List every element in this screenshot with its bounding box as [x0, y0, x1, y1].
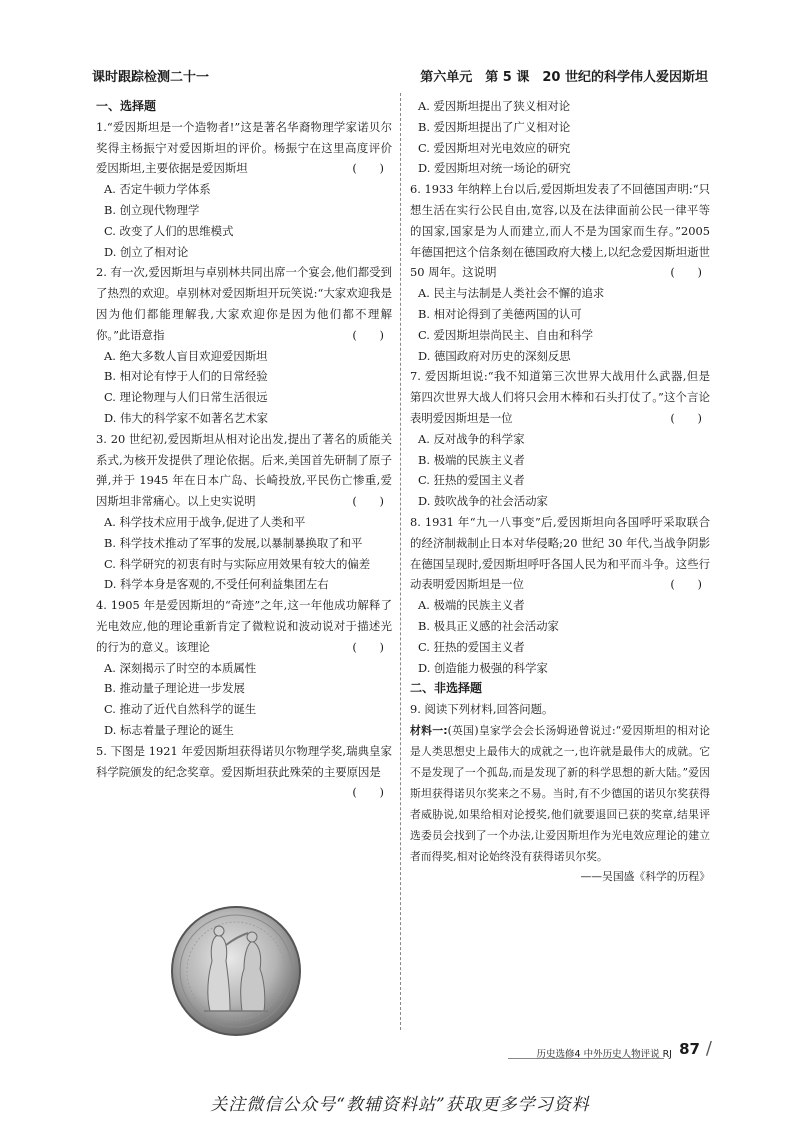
question-2 — [96, 262, 392, 428]
answer-blank: ( ) — [352, 494, 384, 509]
material-text: (英国)皇家学会会长汤姆逊曾说过:“爱因斯坦的相对论是人类思想史上最伟大的成就之一,也许就是最伟大的成就。它不是发现了一个孤岛,而是发现了新的科学思想的新大陆。”爱因斯坦获得诺贝尔奖来之不易。当时,有不少德国的诺贝尔奖获得者威胁说,如果给相对论授奖,他们就要退回已获的奖章,结果评选委员会找到了一个办法,让爱因斯坦作为光电效应理论的建立者而得奖,相对论始终没有获得诺贝尔奖。 — [410, 723, 710, 863]
option-c: C. 狂热的爱国主义者 — [418, 639, 525, 654]
section-heading-choice: 一、选择题 — [96, 99, 157, 113]
answer-blank: ( ) — [352, 327, 384, 342]
option-a: A. 民主与法制是人类社会不懈的追求 — [418, 286, 605, 301]
left-column — [96, 96, 392, 803]
option-b: B. 极具正义感的社会活动家 — [418, 618, 559, 633]
nobel-medal-image — [170, 905, 302, 1037]
answer-blank: ( ) — [352, 161, 384, 176]
question-7-text: 7. 爱因斯坦说:“我不知道第三次世界大战用什么武器,但是第四次世界大战人们将只会用木棒和石头打仗了。”这个言论表明爱因斯坦是一位 ( ) — [410, 366, 710, 428]
option-b: B. 创立现代物理学 — [104, 202, 200, 217]
answer-blank: ( ) — [670, 410, 702, 425]
option-a: A. 爱因斯坦提出了狭义相对论 — [418, 99, 571, 113]
option-c: C. 狂热的爱国主义者 — [418, 473, 525, 488]
header-lesson-title: 课时跟踪检测二十一 — [92, 70, 210, 85]
question-2-text: 2. 有一次,爱因斯坦与卓别林共同出席一个宴会,他们都受到了热烈的欢迎。卓别林对爱因斯坦开玩笑说:“大家欢迎我是因为他们都能理解我,大家欢迎你是因为他们都不理解你。”此语意指 ( ) — [96, 262, 392, 345]
footer-book-title: 历史选修4 中外历史人物评说 RJ — [536, 1049, 672, 1060]
option-d: D. 爱因斯坦对统一场论的研究 — [418, 161, 571, 176]
question-6-text: 6. 1933 年纳粹上台以后,爱因斯坦发表了不回德国声明:“只想生活在实行公民自由,宽容,以及在法律面前公民一律平等的国家,国家是为人而建立,而人不是为国家而生存。”2005 年德国把这个信条刻在德国政府大楼上,以纪念爱因斯坦逝世 50 周年。这说明 ( ) — [410, 179, 710, 283]
page-header — [92, 66, 708, 88]
option-c: C. 科学研究的初衷有时与实际应用效果有较大的偏差 — [104, 556, 371, 571]
option-d: D. 创立了相对论 — [104, 244, 189, 259]
option-a: A. 科学技术应用于战争,促进了人类和平 — [104, 514, 306, 529]
question-9-text: 9. 阅读下列材料,回答问题。 — [410, 702, 554, 717]
option-b: B. 极端的民族主义者 — [418, 452, 525, 467]
option-d: D. 伟大的科学家不如著名艺术家 — [104, 410, 269, 425]
watermark-note: 关注微信公众号“教辅资料站”获取更多学习资料 — [210, 1095, 590, 1115]
option-d: D. 标志着量子理论的诞生 — [104, 722, 234, 737]
option-c: C. 改变了人们的思维模式 — [104, 223, 234, 238]
option-a: A. 深刻揭示了时空的本质属性 — [104, 660, 257, 675]
option-a: A. 极端的民族主义者 — [418, 598, 525, 613]
question-9 — [410, 699, 710, 888]
answer-blank: ( ) — [352, 639, 384, 654]
material-one — [410, 720, 710, 867]
page-number: 87 — [679, 1040, 700, 1058]
question-5 — [96, 741, 392, 800]
option-a: A. 反对战争的科学家 — [418, 431, 525, 446]
option-a: A. 否定牛顿力学体系 — [104, 182, 211, 197]
answer-blank: ( ) — [670, 577, 702, 592]
option-b: B. 爱因斯坦提出了广义相对论 — [418, 119, 571, 134]
question-4 — [96, 595, 392, 741]
footer-slash: / — [705, 1038, 712, 1059]
option-c: C. 爱因斯坦崇尚民主、自由和科学 — [418, 327, 594, 342]
material-source: ——吴国盛《科学的历程》 — [580, 869, 710, 883]
option-d: D. 德国政府对历史的深刻反思 — [418, 348, 571, 363]
option-a: A. 绝大多数人盲目欢迎爱因斯坦 — [104, 348, 268, 363]
question-5-text: 5. 下图是 1921 年爱因斯坦获得诺贝尔物理学奖,瑞典皇家科学院颁发的纪念奖章。爱因斯坦获此殊荣的主要原因是 ( ) — [96, 741, 392, 783]
question-7 — [410, 366, 710, 512]
right-column — [410, 96, 710, 888]
option-c: C. 理论物理与人们日常生活很远 — [104, 390, 268, 405]
page-footer — [508, 1040, 712, 1062]
question-3-text: 3. 20 世纪初,爱因斯坦从相对论出发,提出了著名的质能关系式,为核开发提供了理论依据。后来,美国首先研制了原子弹,并于 1945 年在日本广岛、长崎投放,平民伤亡惨重,爱因斯坦非常痛心。以上史实说明 ( ) — [96, 429, 392, 512]
question-8-text: 8. 1931 年“九一八事变”后,爱因斯坦向各国呼吁采取联合的经济制裁制止日本对华侵略;20 世纪 30 年代,当战争阴影在德国呈现时,爱因斯坦呼吁各国人民为和平而斗争。这些行动表明爱因斯坦是一位 ( ) — [410, 512, 710, 595]
answer-blank: ( ) — [670, 265, 702, 280]
footer-rule — [508, 1058, 664, 1059]
question-6 — [410, 179, 710, 366]
question-5-options — [410, 96, 710, 179]
medal-illustration — [170, 905, 302, 1037]
question-3 — [96, 429, 392, 595]
question-4-text: 4. 1905 年是爱因斯坦的“奇迹”之年,这一年他成功解释了光电效应,他的理论重新肯定了微粒说和波动说对于描述光的行为的意义。该理论 ( ) — [96, 595, 392, 657]
material-label: 材料一: — [410, 723, 448, 737]
answer-blank: ( ) — [352, 785, 384, 800]
option-b: B. 科学技术推动了军事的发展,以暴制暴换取了和平 — [104, 535, 363, 550]
option-d: D. 鼓吹战争的社会活动家 — [418, 494, 548, 509]
option-b: B. 相对论得到了美德两国的认可 — [418, 306, 582, 321]
option-c: C. 爱因斯坦对光电效应的研究 — [418, 140, 571, 155]
option-c: C. 推动了近代自然科学的诞生 — [104, 702, 257, 717]
section-heading-non-choice: 二、非选择题 — [410, 681, 483, 696]
column-divider — [400, 93, 401, 1030]
option-d: D. 创造能力极强的科学家 — [418, 660, 548, 675]
option-d: D. 科学本身是客观的,不受任何利益集团左右 — [104, 577, 329, 592]
question-8 — [410, 512, 710, 678]
question-1-text: 1.“爱因斯坦是一个造物者!”这是著名华裔物理学家诺贝尔奖得主杨振宁对爱因斯坦的评价。杨振宁在这里高度评价爱因斯坦,主要依据是爱因斯坦 ( ) — [96, 117, 392, 179]
question-1 — [96, 117, 392, 263]
header-unit-title: 第六单元 第 5 课 20 世纪的科学伟人爱因斯坦 — [420, 70, 708, 85]
option-b: B. 推动量子理论进一步发展 — [104, 681, 245, 696]
option-b: B. 相对论有悖于人们的日常经验 — [104, 369, 268, 384]
